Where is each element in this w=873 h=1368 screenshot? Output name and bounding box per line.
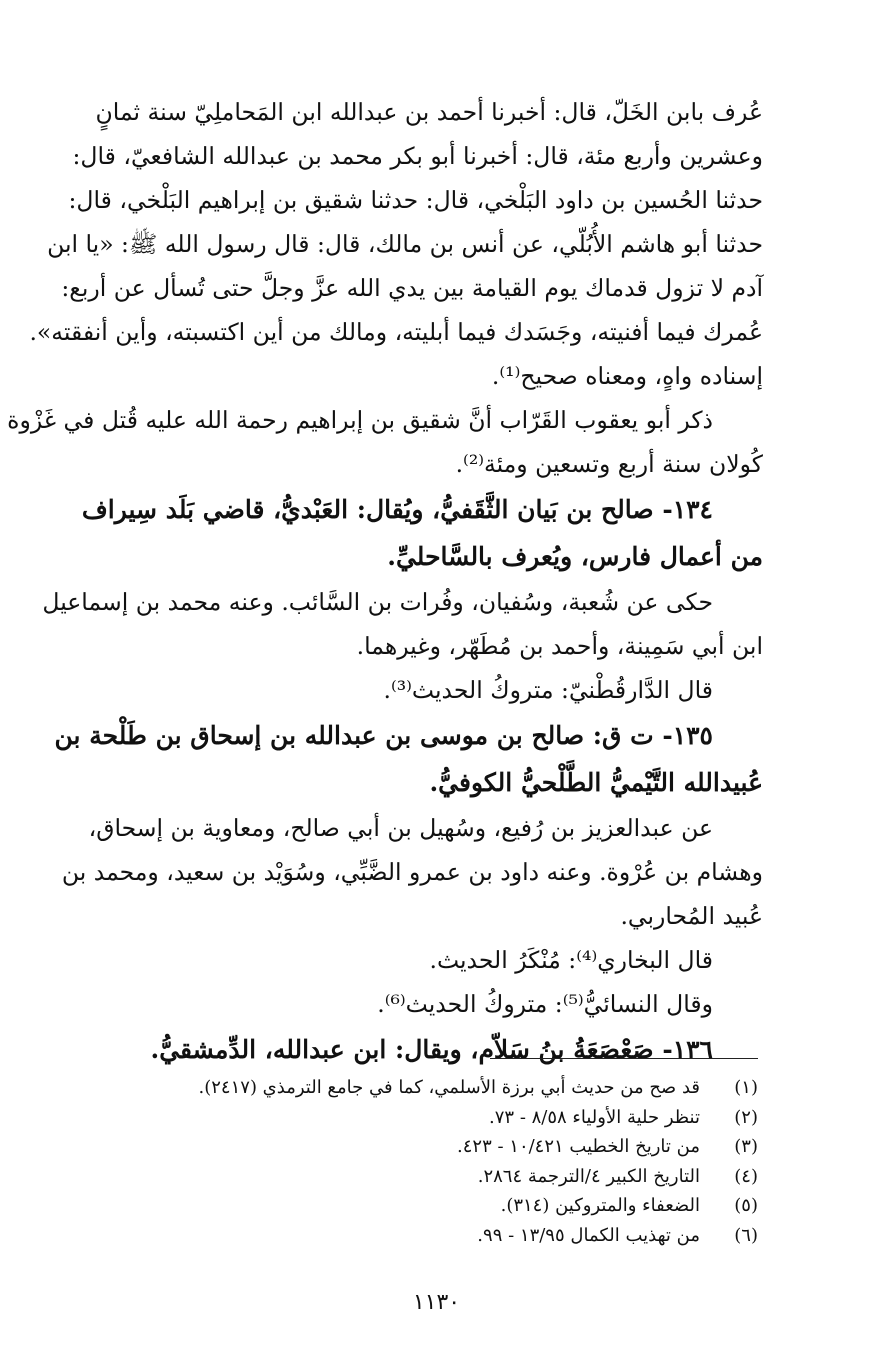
footnote: [115, 1132, 758, 1162]
text-line: وقال النسائيُّ⁽⁵⁾: متروكُ الحديث⁽⁶⁾.: [377, 990, 713, 1018]
footnote-text: الضعفاء والمتروكين (٣١٤).: [500, 1195, 700, 1216]
footnote: [115, 1191, 758, 1221]
text-line: ذكر أبو يعقوب القَرّاب أنَّ شقيق بن إبراهيم رحمة الله عليه قُتل في غَزْوة: [7, 406, 713, 434]
text-line: قال الدَّارقُطْنيّ: متروكُ الحديث⁽³⁾.: [383, 676, 713, 704]
main-text: [7, 90, 763, 1073]
footnote-number: (٦): [734, 1224, 758, 1246]
text-line: حدثنا أبو هاشم الأُبُلّي، عن أنس بن مالك، قال: قال رسول الله ﷺ: «يا ابن: [47, 230, 763, 258]
footnote: [115, 1162, 758, 1192]
text-line: كُولان سنة أربع وتسعين ومئة⁽²⁾.: [455, 450, 763, 478]
text-line: حكى عن شُعبة، وسُفيان، وفُرات بن السَّائب. وعنه محمد بن إسماعيل: [42, 588, 713, 616]
footnote-number: (٢): [734, 1106, 758, 1128]
footnote-text: من تهذيب الكمال ١٣/٩٥ - ٩٩.: [477, 1224, 700, 1246]
footnote-number: (٥): [734, 1195, 758, 1216]
text-line: وعشرين وأربع مئة، قال: أخبرنا أبو بكر محمد بن عبدالله الشافعيّ، قال:: [72, 142, 763, 170]
footnote-text: تنظر حلية الأولياء ٨/٥٨ - ٧٣.: [489, 1106, 700, 1128]
text-line: عُمرك فيما أفنيته، وجَسَدك فيما أبليته، ومالك من أين اكتسبته، وأين أنفقته».: [29, 318, 763, 346]
footnotes: [115, 1073, 758, 1250]
footnote-text: التاريخ الكبير ٤/الترجمة ٢٨٦٤.: [477, 1165, 700, 1187]
footnote: [115, 1221, 758, 1251]
entry-heading-135-cont: عُبيدالله التَّيْميُّ الطَّلْحيُّ الكوفيُّ.: [429, 768, 763, 797]
entry-heading-134-cont: من أعمال فارس، ويُعرف بالسَّاحليِّ.: [387, 542, 763, 571]
entry-heading-134: ١٣٤- صالح بن بَيان الثَّقَفيُّ، ويُقال: العَبْديُّ، قاضي بَلَد سِيراف: [81, 495, 713, 524]
footnote-number: (١): [734, 1077, 758, 1098]
text-line: حدثنا الحُسين بن داود البَلْخي، قال: حدثنا شقيق بن إبراهيم البَلْخي، قال:: [68, 186, 763, 214]
text-line: ابن أبي سَمِينة، وأحمد بن مُطَهّر، وغيرهما.: [356, 632, 763, 660]
footnote-divider: [490, 1058, 758, 1059]
footnote: [115, 1073, 758, 1103]
footnote-text: من تاريخ الخطيب ١٠/٤٢١ - ٤٢٣.: [457, 1136, 700, 1157]
text-line: وهشام بن عُرْوة. وعنه داود بن عمرو الضَّبِّي، وسُوَيْد بن سعيد، ومحمد بن: [61, 858, 763, 886]
text-line: عُرف بابن الخَلّ، قال: أخبرنا أحمد بن عبدالله ابن المَحاملِيّ سنة ثمانٍ: [95, 98, 763, 126]
text-line: قال البخاري⁽⁴⁾: مُنْكَرُ الحديث.: [429, 946, 713, 974]
text-line: عن عبدالعزيز بن رُفيع، وسُهيل بن أبي صالح، ومعاوية بن إسحاق،: [88, 814, 713, 842]
entry-heading-135: ١٣٥- ت ق: صالح بن موسى بن عبدالله بن إسحاق بن طَلْحة بن: [54, 721, 713, 750]
text-line: عُبيد المُحاربي.: [620, 902, 763, 930]
footnote-number: (٤): [734, 1165, 758, 1187]
page-number: ١١٣٠: [412, 1290, 461, 1315]
text-line: إسناده واهٍ، ومعناه صحيح⁽¹⁾.: [491, 362, 763, 390]
footnote-number: (٣): [734, 1136, 758, 1157]
footnote-text: قد صح من حديث أبي برزة الأسلمي، كما في جامع الترمذي (٢٤١٧).: [198, 1077, 700, 1098]
entry-heading-136: ١٣٦- صَعْصَعَةُ بنُ سَلاّم، ويقال: ابن عبدالله، الدِّمشقيُّ.: [150, 1035, 713, 1064]
footnote: [115, 1103, 758, 1133]
text-line: آدم لا تزول قدماك يوم القيامة بين يدي الله عزَّ وجلَّ حتى تُسأل عن أربع:: [61, 274, 763, 302]
